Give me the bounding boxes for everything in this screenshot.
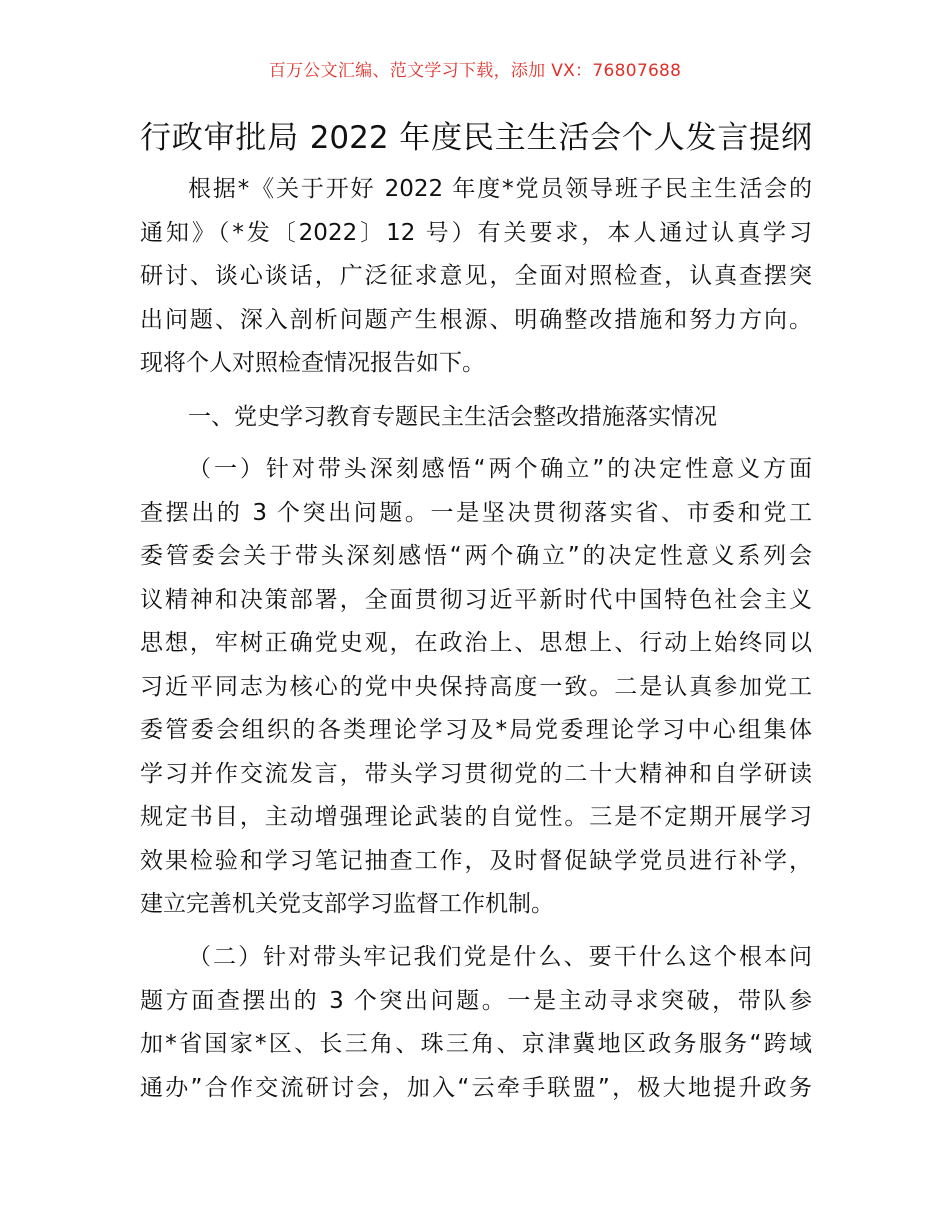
text-line: （一）针对带头深刻感悟“两个确立”的决定性意义方面 [188,456,812,482]
body-paragraph-2 [140,936,812,1110]
intro-paragraph [140,168,812,386]
text-line: 委管委会组织的各类理论学习及*局党委理论学习中心组集体 [140,717,812,743]
text-line: 根据*《关于开好 2022 年度*党员领导班子民主生活会的 [188,176,812,202]
body-paragraph-1 [140,448,812,927]
text-line: 一、党史学习教育专题民主生活会整改措施落实情况 [188,404,717,430]
watermark-header: 百万公文汇编、范文学习下载，添加 VX：76807688 [268,61,682,81]
text-line: 出问题、深入剖析问题产生根源、明确整改措施和努力方向。 [140,306,812,333]
text-line: 现将个人对照检查情况报告如下。 [140,350,485,376]
text-line: 学习并作交流发言，带头学习贯彻党的二十大精神和自学研读 [140,760,812,787]
text-line: 思想，牢树正确党史观，在政治上、思想上、行动上始终同以 [140,630,812,656]
text-line: 通办”合作交流研讨会，加入“云牵手联盟”，极大地提升政务 [140,1074,812,1101]
text-line: 查摆出的 3 个突出问题。一是坚决贯彻落实省、市委和党工 [140,499,812,526]
text-line: 通知》（*发〔2022〕12 号）有关要求，本人通过认真学习 [140,219,812,246]
document-title: 行政审批局 2022 年度民主生活会个人发言提纲 [140,120,812,156]
text-line: 加*省国家*区、长三角、珠三角、京津冀地区政务服务“跨域 [140,1031,812,1057]
text-line: 建立完善机关党支部学习监督工作机制。 [140,891,554,917]
text-line: 习近平同志为核心的党中央保持高度一致。二是认真参加党工 [140,673,812,700]
text-line: 规定书目，主动增强理论武装的自觉性。三是不定期开展学习 [140,804,812,830]
text-line: 研讨、谈心谈话，广泛征求意见，全面对照检查，认真查摆突 [140,263,812,289]
section-heading [140,396,812,440]
text-line: 题方面查摆出的 3 个突出问题。一是主动寻求突破，带队参 [140,987,812,1014]
text-line: 委管委会关于带头深刻感悟“两个确立”的决定性意义系列会 [140,543,812,569]
text-line: （二）针对带头牢记我们党是什么、要干什么这个根本问 [188,944,812,970]
text-line: 议精神和决策部署，全面贯彻习近平新时代中国特色社会主义 [140,586,812,613]
text-line: 效果检验和学习笔记抽查工作，及时督促缺学党员进行补学， [140,847,812,874]
